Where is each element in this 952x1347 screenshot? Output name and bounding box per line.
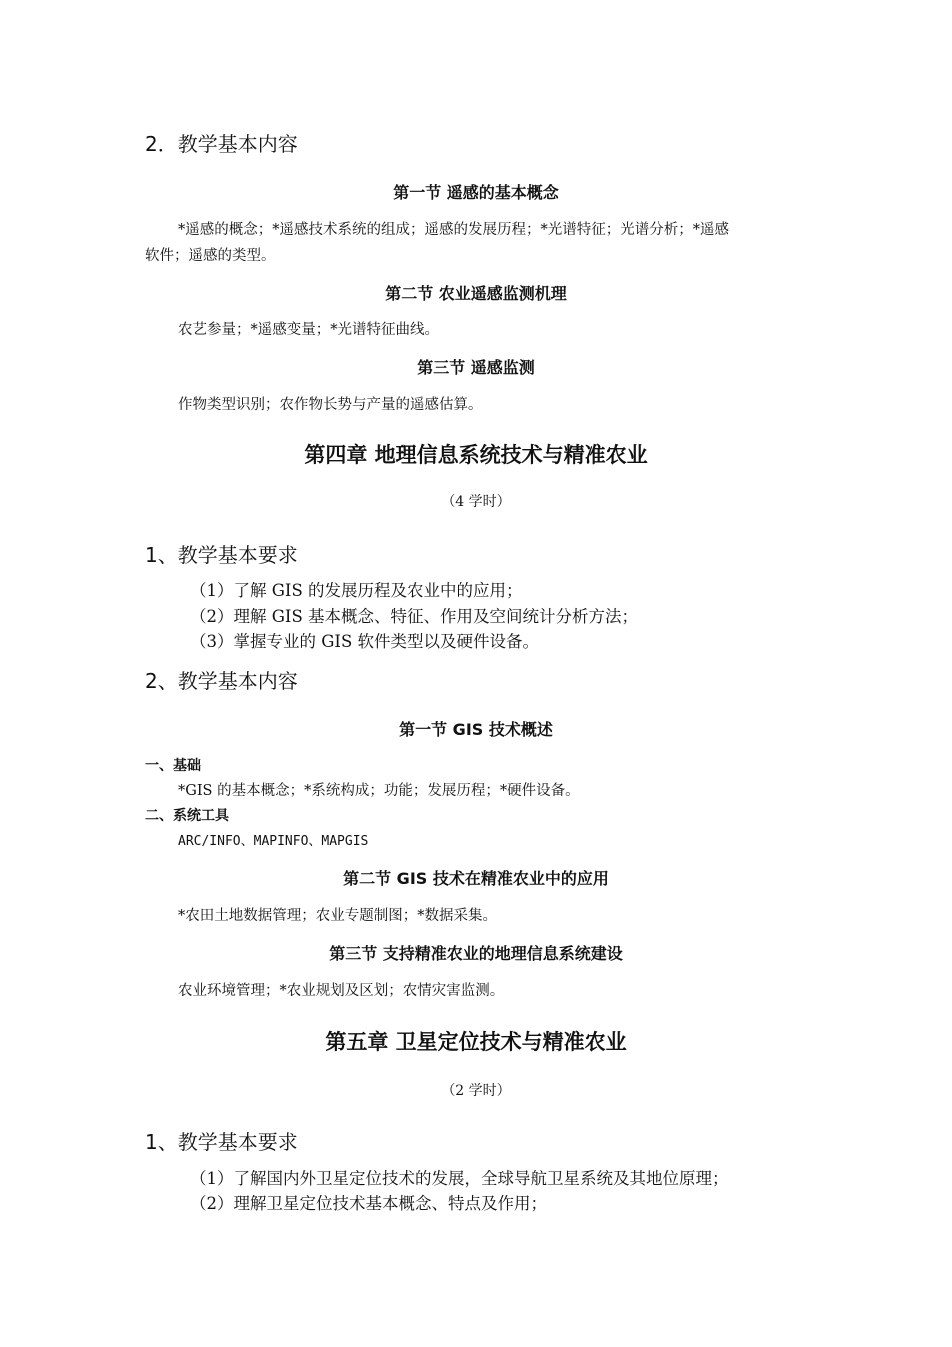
section-text: 软件；遥感的类型。 (145, 248, 276, 264)
requirements-heading: 1、教学基本要求 (145, 1130, 298, 1154)
content-heading: 2、教学基本内容 (145, 669, 298, 693)
section-title: 第二节 GIS 技术在精准农业中的应用 (343, 869, 609, 888)
chapter-title: 第五章 卫星定位技术与精准农业 (325, 1030, 627, 1054)
section-title: 第一节 GIS 技术概述 (399, 720, 553, 739)
requirement-item: （2）理解 GIS 基本概念、特征、作用及空间统计分析方法； (190, 607, 638, 626)
section-text: *遥感的概念；*遥感技术系统的组成；遥感的发展历程；*光谱特征；光谱分析；*遥感 (178, 222, 729, 238)
chapter-hours: （4 学时） (441, 494, 511, 510)
subheading: 二、系统工具 (145, 808, 229, 824)
content-heading: 2．教学基本内容 (145, 132, 298, 156)
subheading: 一、基础 (145, 758, 201, 774)
section-title: 第三节 遥感监测 (417, 358, 535, 377)
subheading-text: *GIS 的基本概念；*系统构成；功能；发展历程；*硬件设备。 (178, 783, 580, 799)
subheading-text: ARC/INFO、MAPINFO、MAPGIS (178, 834, 369, 849)
chapter-title: 第四章 地理信息系统技术与精准农业 (304, 443, 648, 467)
requirements-heading: 1、教学基本要求 (145, 543, 298, 567)
section-text: *农田土地数据管理；农业专题制图；*数据采集。 (178, 908, 497, 924)
section-title: 第三节 支持精准农业的地理信息系统建设 (329, 944, 623, 963)
section-text: 作物类型识别；农作物长势与产量的遥感估算。 (178, 397, 483, 413)
requirement-item: （3）掌握专业的 GIS 软件类型以及硬件设备。 (190, 632, 539, 651)
requirement-item: （2）理解卫星定位技术基本概念、特点及作用； (190, 1194, 547, 1213)
requirement-item: （1）了解国内外卫星定位技术的发展，全球导航卫星系统及其地位原理； (190, 1169, 729, 1188)
section-title: 第一节 遥感的基本概念 (393, 183, 559, 202)
chapter-hours: （2 学时） (441, 1083, 511, 1099)
section-text: 农业环境管理；*农业规划及区划；农情灾害监测。 (178, 983, 505, 999)
section-text: 农艺参量；*遥感变量；*光谱特征曲线。 (178, 322, 439, 338)
requirement-item: （1）了解 GIS 的发展历程及农业中的应用； (190, 581, 523, 600)
section-title: 第二节 农业遥感监测机理 (385, 284, 567, 303)
